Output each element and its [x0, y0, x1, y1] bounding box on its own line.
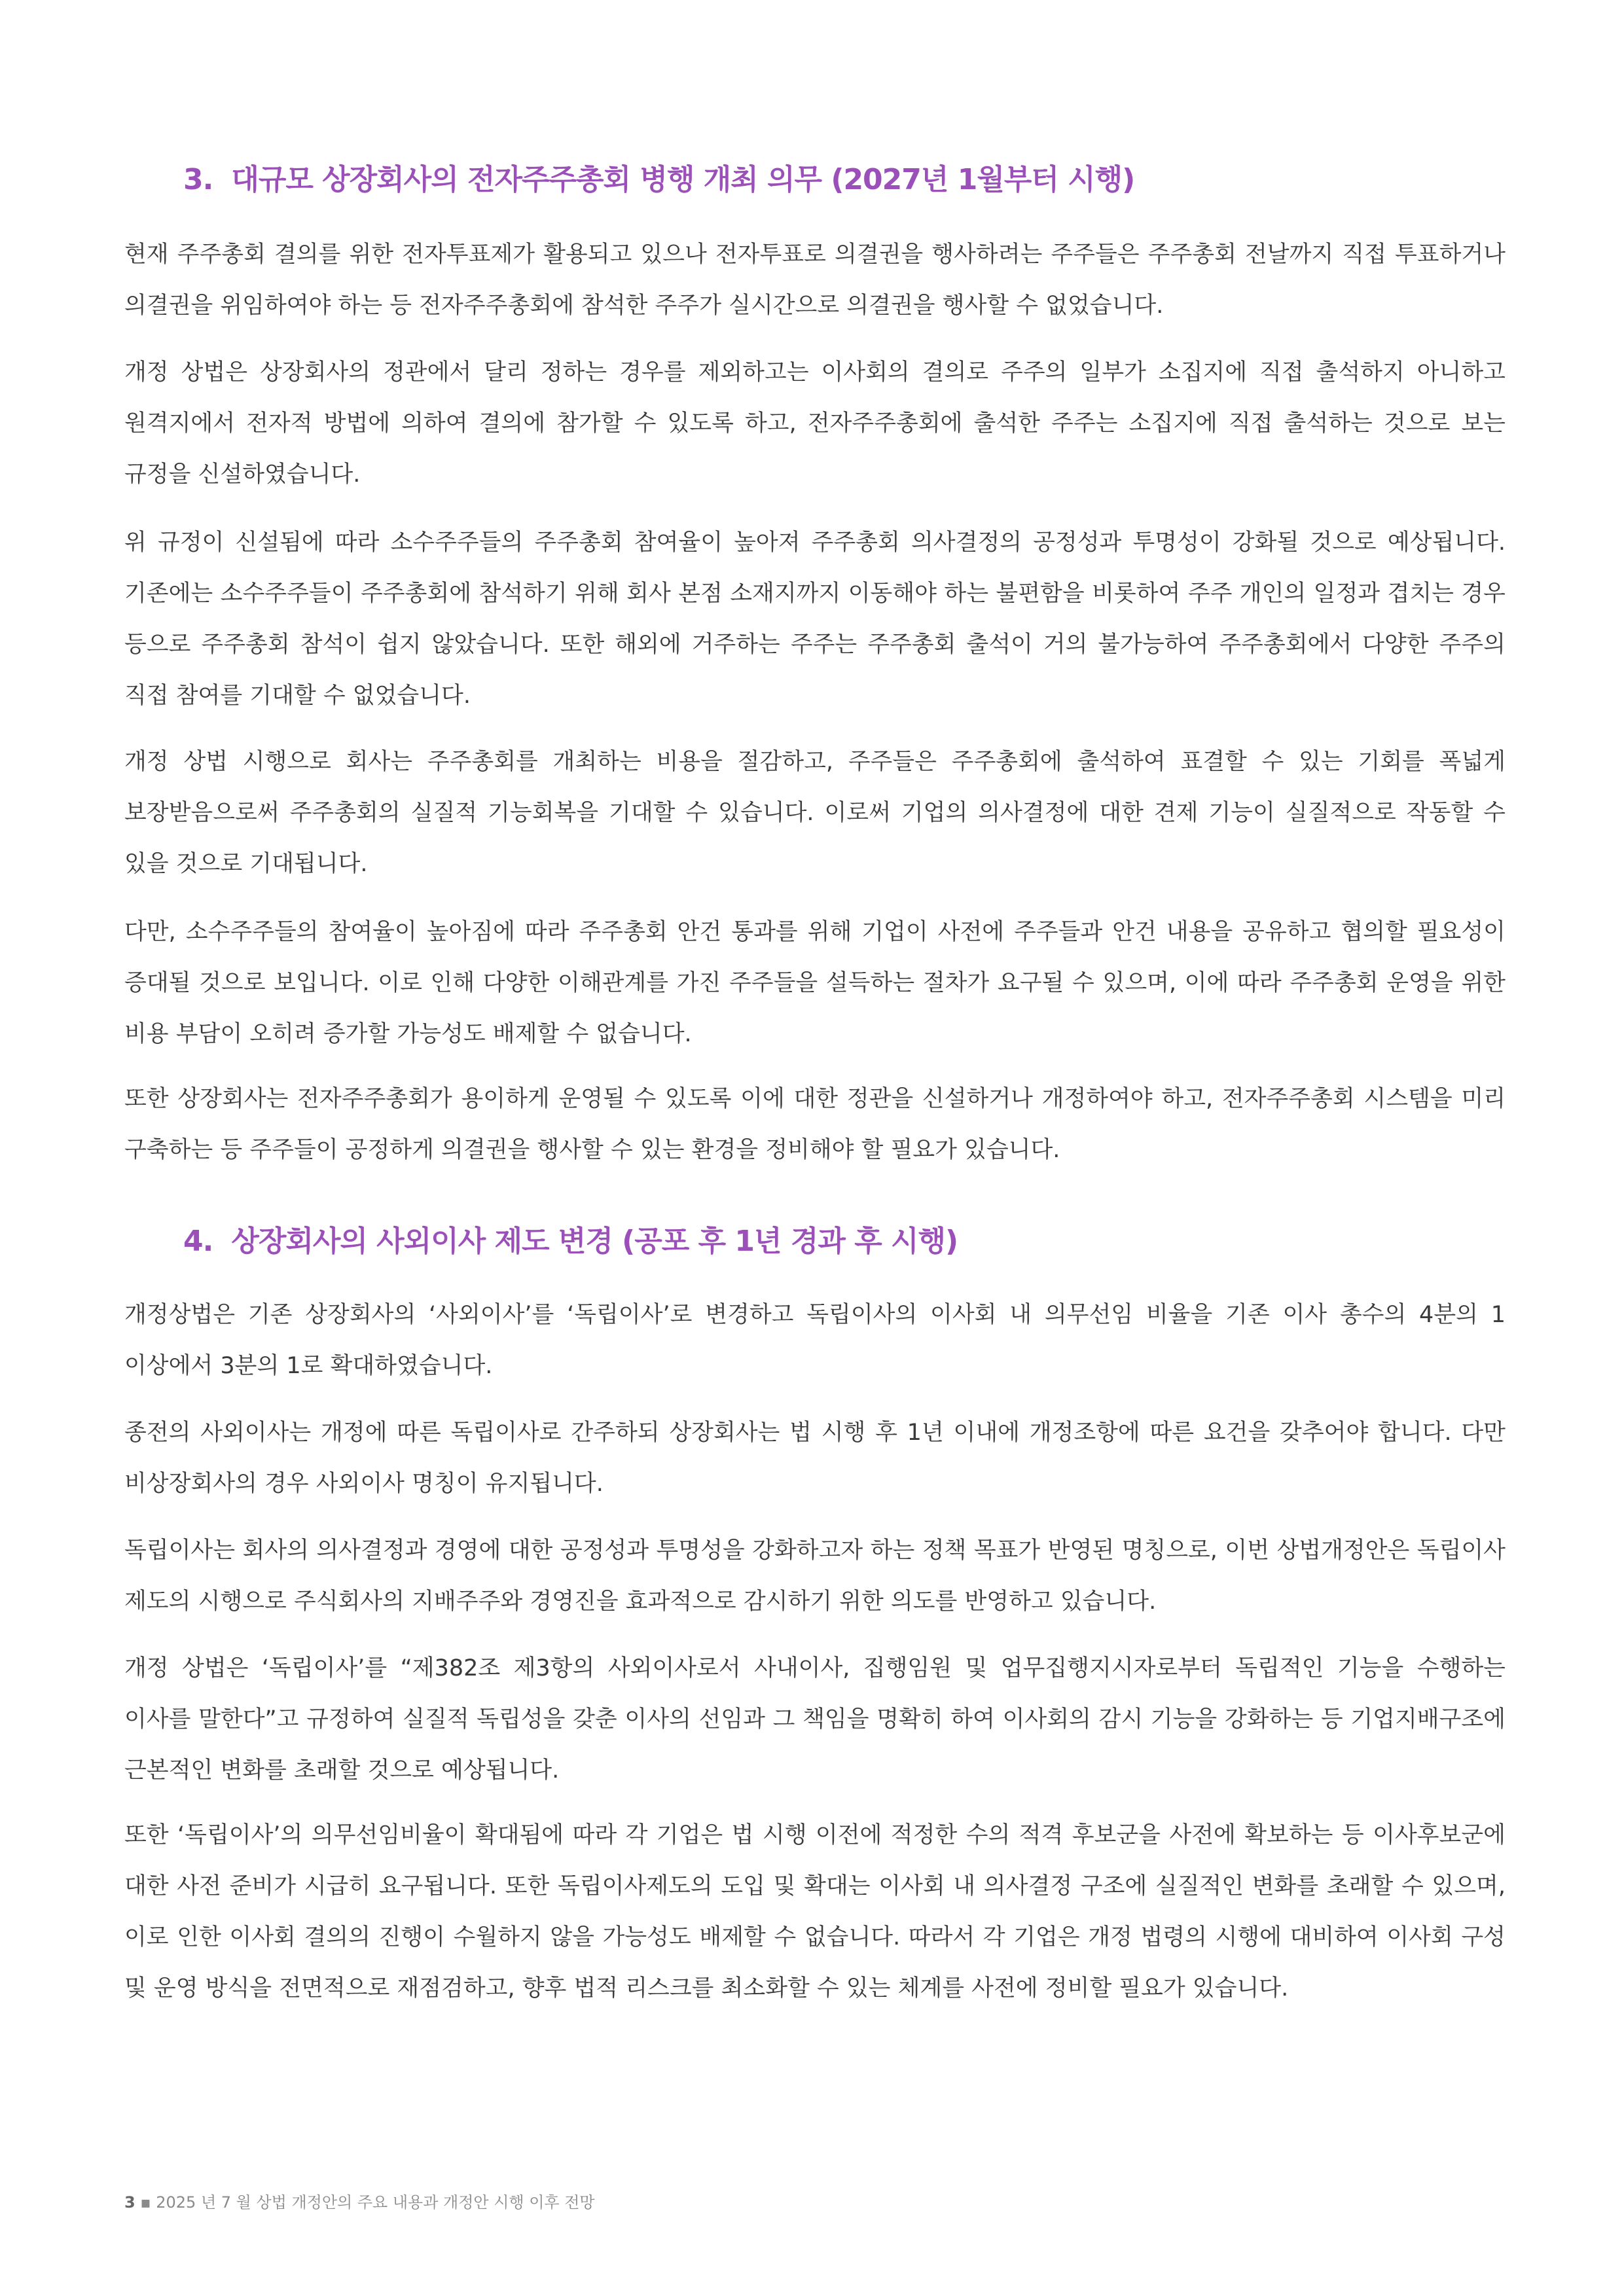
section-4-number: 4.	[183, 1225, 213, 1258]
section-3-heading	[183, 156, 1134, 198]
footer-document-title: 2025 년 7 월 상법 개정안의 주요 내용과 개정안 시행 이후 전망	[156, 2193, 595, 2212]
section-3-paragraph-3: 위 규정이 신설됨에 따라 소수주주들의 주주총회 참여율이 높아져 주주총회 의사결정의 공정성과 투명성이 강화될 것으로 예상됩니다. 기존에는 소수주주들이 주주총회에 참석하기 위해 회사 본점 소재지까지 이동해야 하는 불편함을 비롯하여 주주 개인의 일정과 겹치는 경우 등으로 주주총회 참석이 쉽지 않았습니다. 또한 해외에 거주하는 주주는 주주총회 출석이 거의 불가능하여 주주총회에서 다양한 주주의 직접 참여를 기대할 수 없었습니다.	[124, 529, 1506, 709]
section-4-heading	[183, 1217, 958, 1259]
section-4-title: 상장회사의 사외이사 제도 변경 (공포 후 1년 경과 후 시행)	[231, 1225, 958, 1258]
section-4-paragraph-1: 개정상법은 기존 상장회사의 ‘사외이사’를 ‘독립이사’로 변경하고 독립이사의 이사회 내 의무선임 비율을 기존 이사 총수의 4분의 1 이상에서 3분의 1로 확대하였습니다.	[124, 1302, 1506, 1379]
page-footer	[124, 2189, 595, 2212]
section-4-paragraph-3: 독립이사는 회사의 의사결정과 경영에 대한 공정성과 투명성을 강화하고자 하는 정책 목표가 반영된 명칭으로, 이번 상법개정안은 독립이사 제도의 시행으로 주식회사의 지배주주와 경영진을 효과적으로 감시하기 위한 의도를 반영하고 있습니다.	[124, 1537, 1506, 1615]
section-3-paragraph-5: 다만, 소수주주들의 참여율이 높아짐에 따라 주주총회 안건 통과를 위해 기업이 사전에 주주들과 안건 내용을 공유하고 협의할 필요성이 증대될 것으로 보입니다. 이로 인해 다양한 이해관계를 가진 주주들을 설득하는 절차가 요구될 수 있으며, 이에 따라 주주총회 운영을 위한 비용 부담이 오히려 증가할 가능성도 배제할 수 없습니다.	[124, 919, 1506, 1047]
footer-separator: ▪	[140, 2193, 151, 2212]
section-3-title: 대규모 상장회사의 전자주주총회 병행 개최 의무 (2027년 1월부터 시행)	[231, 163, 1135, 196]
section-3-number: 3.	[183, 163, 213, 196]
section-3-paragraph-4: 개정 상법 시행으로 회사는 주주총회를 개최하는 비용을 절감하고, 주주들은 주주총회에 출석하여 표결할 수 있는 기회를 폭넓게 보장받음으로써 주주총회의 실질적 기능회복을 기대할 수 있습니다. 이로써 기업의 의사결정에 대한 견제 기능이 실질적으로 작동할 수 있을 것으로 기대됩니다.	[124, 749, 1506, 877]
section-3-paragraph-1: 현재 주주총회 결의를 위한 전자투표제가 활용되고 있으나 전자투표로 의결권을 행사하려는 주주들은 주주총회 전날까지 직접 투표하거나 의결권을 위임하여야 하는 등 전자주주총회에 참석한 주주가 실시간으로 의결권을 행사할 수 없었습니다.	[124, 242, 1506, 319]
section-4-paragraph-2: 종전의 사외이사는 개정에 따른 독립이사로 간주하되 상장회사는 법 시행 후 1년 이내에 개정조항에 따른 요건을 갖추어야 합니다. 다만 비상장회사의 경우 사외이사 명칭이 유지됩니다.	[124, 1420, 1506, 1497]
section-4-paragraph-5: 또한 ‘독립이사’의 의무선임비율이 확대됨에 따라 각 기업은 법 시행 이전에 적정한 수의 적격 후보군을 사전에 확보하는 등 이사후보군에 대한 사전 준비가 시급히 요구됩니다. 또한 독립이사제도의 도입 및 확대는 이사회 내 의사결정 구조에 실질적인 변화를 초래할 수 있으며, 이로 인한 이사회 결의의 진행이 수월하지 않을 가능성도 배제할 수 없습니다. 따라서 각 기업은 개정 법령의 시행에 대비하여 이사회 구성 및 운영 방식을 전면적으로 재점검하고, 향후 법적 리스크를 최소화할 수 있는 체계를 사전에 정비할 필요가 있습니다.	[124, 1822, 1506, 2001]
section-4-paragraph-4: 개정 상법은 ‘독립이사’를 “제382조 제3항의 사외이사로서 사내이사, 집행임원 및 업무집행지시자로부터 독립적인 기능을 수행하는 이사를 말한다”고 규정하여 실질적 독립성을 갖춘 이사의 선임과 그 책임을 명확히 하여 이사회의 감시 기능을 강화하는 등 기업지배구조에 근본적인 변화를 초래할 것으로 예상됩니다.	[124, 1655, 1506, 1784]
footer-page-number: 3	[124, 2193, 135, 2212]
section-3-paragraph-6: 또한 상장회사는 전자주주총회가 용이하게 운영될 수 있도록 이에 대한 정관을 신설하거나 개정하여야 하고, 전자주주총회 시스템을 미리 구축하는 등 주주들이 공정하게 의결권을 행사할 수 있는 환경을 정비해야 할 필요가 있습니다.	[124, 1086, 1506, 1163]
section-3-paragraph-2: 개정 상법은 상장회사의 정관에서 달리 정하는 경우를 제외하고는 이사회의 결의로 주주의 일부가 소집지에 직접 출석하지 아니하고 원격지에서 전자적 방법에 의하여 결의에 참가할 수 있도록 하고, 전자주주총회에 출석한 주주는 소집지에 직접 출석하는 것으로 보는 규정을 신설하였습니다.	[124, 359, 1506, 488]
